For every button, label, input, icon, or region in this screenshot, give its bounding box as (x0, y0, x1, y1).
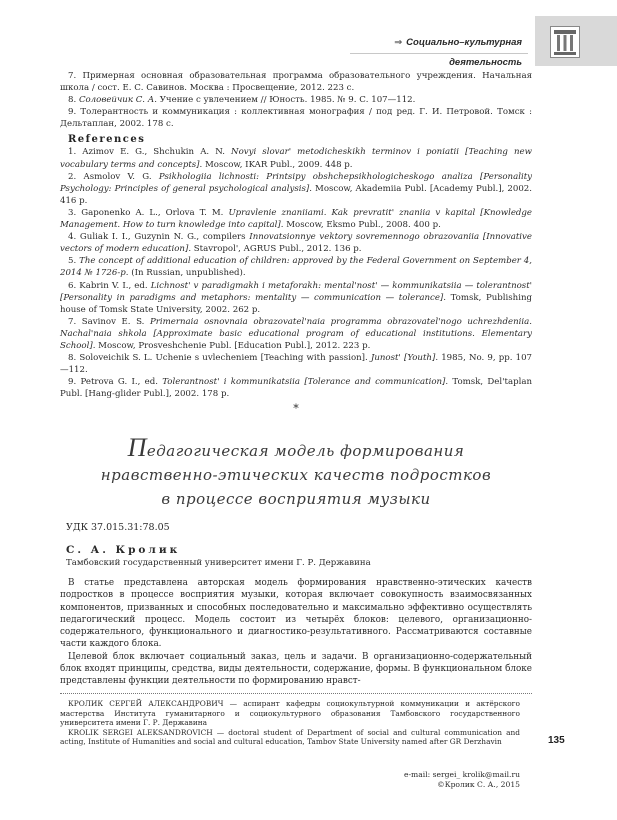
arrow-icon: ⇒ (394, 37, 403, 48)
ref-ru-7: 7. Примерная основная образовательная программа образовательного учреждения. Начальная школа / сост. Е. С. Савинов. Москва : Просвещение, 2012. 223 с. (60, 71, 532, 94)
author-name: С. А. Кролик (66, 544, 181, 556)
ref-en-4: 4. Guliak I. I., Guzynin N. G., compilers Innovatsionnye vektory sovremennogo obrazovaniia [Innovative vectors of modern education]. Stavropol', AGRUS Publ., 2012. 136 p. (60, 232, 532, 255)
ref-en-3: 3. Gaponenko A. L., Orlova T. M. Upravlenie znaniiami. Kak prevratit' znaniia v kapital [Knowledge Management. How to turn knowledge into capital]. Moscow, Eksmo Publ., 2008. 400 p. (60, 207, 532, 231)
title-line-1: едагогическая модель формирования (146, 442, 465, 460)
references-column (60, 70, 532, 416)
section-separator: * (293, 402, 299, 416)
ref-ru-9: 9. Толерантность и коммуникация : коллективная монография / под ред. Г. И. Петровой. Томск : Дельтаплан, 2002. 178 с. (60, 107, 532, 130)
author-footnote (60, 699, 520, 747)
ref-en-5: 5. The concept of additional education of children: approved by the Federal Government on September 4, 2014 № 1726-p. (In Russian, unpublished). (60, 256, 533, 279)
page-number: 135 (548, 735, 565, 746)
abstract-paragraph-1: В статье представлена авторская модель формирования нравственно-этических качеств подростков в процессе восприятия музыки, которая включает совокупность взаимосвязанных компонентов, призванных и способных последовательно и максимально эффективно осуществлять педагогический процесс. Модель состоит из четырёх блоков: целевого, организационно-содержательного, функционального и диагностико-результативного. Рассматриваются составные части каждого блока. (60, 578, 532, 650)
abstract-paragraph-2: Целевой блок включает социальный заказ, цель и задачи. В организационно-содержательный блок входят принципы, средства, виды деятельности, содержание, формы. В функциональном блоке представлены функции деятельности по формированию нравст- (60, 651, 532, 687)
author-affiliation: Тамбовский государственный университет имени Г. Р. Державина (66, 558, 371, 568)
ref-en-1: 1. Azimov E. G., Shchukin A. N. Novyi slovar' metodicheskikh terminov i poniatii [Teaching new vocabulary terms and concepts]. Moscow, IKAR Publ., 2009. 448 p. (60, 147, 532, 170)
ref-en-8: 8. Soloveichik S. L. Uchenie s uvlecheniem [Teaching with passion]. Junost' [Youth]. 1985, No. 9, pp. 107—112. (60, 353, 533, 376)
footnote-en: KROLIK SERGEI ALEKSANDROVICH — doctoral student of Department of social and cultural communication and acting, Institute of Humanities and social and cultural education, Tambov State University named after GR Derzhavin (60, 727, 520, 747)
author-email: e-mail: sergei_ krolik@mail.ru (403, 770, 520, 779)
ref-ru-8: 8. Соловейчик С. А. Учение с увлечением // Юность. 1985. № 9. С. 107—112. (68, 95, 416, 106)
article-title (60, 433, 532, 511)
ref-en-6: 6. Kabrin V. I., ed. Lichnost' v paradigmakh i metaforakh: mental'nost' — kommunikatsiia — tolerantnost' [Personality in paradigms and metaphors: mentality — communication — tolerance]. Tomsk, Publishing house of Tomsk State University, 2002. 262 p. (60, 280, 533, 315)
references-heading: References (68, 134, 146, 146)
footnote-divider (60, 693, 532, 694)
title-drop-cap: П (127, 433, 147, 462)
section-title: Социально–культурная деятельность (406, 37, 522, 68)
column-emblem-icon (550, 26, 580, 58)
ref-en-2: 2. Asmolov V. G. Psikhologiia lichnosti: Printsipy obshchepsikhologicheskogo analiza [Personality Psychology: Principles of general psychological analysis]. Moscow, Akademiia Publ. [Academy Publ.], 2002. 416 p. (60, 171, 533, 206)
ref-en-9: 9. Petrova G. I., ed. Tolerantnost' i kommunikatsiia [Tolerance and communication]. Tomsk, Del'taplan Publ. [Hang-glider Publ.], 2002. 178 p. (60, 377, 532, 400)
udk-code: УДК 37.015.31:78.05 (66, 522, 170, 533)
ref-en-7: 7. Savinov E. S. Primernaia osnovnaia obrazovatel'naia programma obrazovatel'nogo uchrezhdeniia. Nachal'naia shkola [Approximate basic educational program of educational institutions. Elementary School]. Moscow, Prosveshchenie Publ. [Education Publ.], 2012. 223 p. (60, 316, 532, 351)
abstract (60, 577, 532, 688)
running-header (350, 33, 528, 68)
title-line-3: в процессе восприятия музыки (161, 490, 431, 508)
contact-block (300, 770, 520, 790)
title-line-2: нравственно-этических качеств подростков (100, 466, 492, 484)
copyright: ©Кролик С. А., 2015 (437, 780, 520, 789)
footnote-ru: КРОЛИК СЕРГЕЙ АЛЕКСАНДРОВИЧ — аспирант кафедры социокультурной коммуникации и актёрского мастерства Института гуманитарного и социокультурного образования Тамбовского государственного университета имени Г. Р. Державина (60, 699, 520, 728)
